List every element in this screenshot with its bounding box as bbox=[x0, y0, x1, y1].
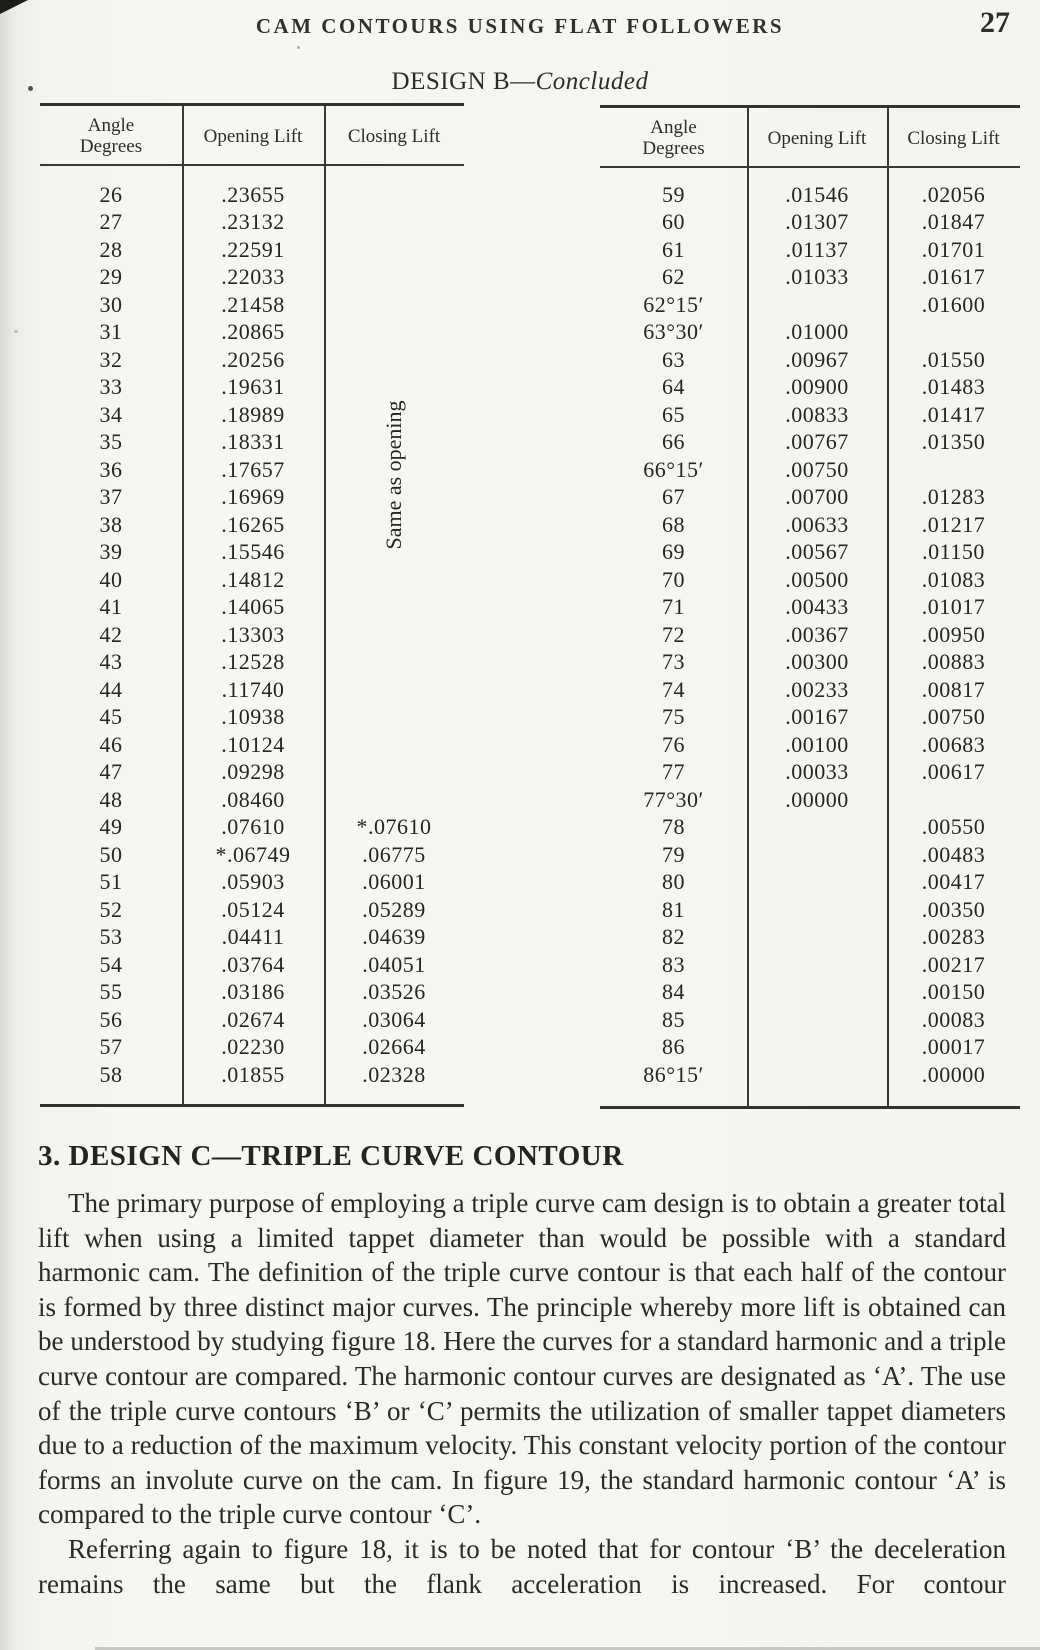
table-bottom-rule bbox=[40, 1104, 464, 1107]
header-opening-lift: Opening Lift bbox=[767, 127, 867, 149]
cell-closing: .00617 bbox=[921, 759, 986, 785]
cell-opening: .15546 bbox=[221, 539, 285, 565]
table-row bbox=[40, 896, 464, 924]
cell-opening: .14065 bbox=[221, 594, 285, 620]
table-body-left bbox=[40, 181, 464, 1089]
table-row bbox=[40, 649, 464, 677]
cell-closing: .00017 bbox=[921, 1034, 986, 1060]
cell-closing: .01483 bbox=[921, 374, 986, 400]
cell-angle: 64 bbox=[662, 374, 685, 400]
scan-speck bbox=[297, 46, 300, 49]
cell-angle: 46 bbox=[99, 731, 123, 757]
cell-angle: 45 bbox=[99, 704, 123, 730]
cell-closing: .01017 bbox=[921, 594, 986, 620]
table-title bbox=[0, 68, 1040, 96]
cell-angle: 70 bbox=[662, 566, 685, 592]
cell-opening: .00633 bbox=[785, 511, 849, 537]
cell-angle: 58 bbox=[99, 1061, 123, 1087]
table-row bbox=[600, 1061, 1020, 1089]
cell-closing: .06001 bbox=[362, 869, 426, 895]
table-row bbox=[40, 1006, 464, 1034]
cell-angle: 75 bbox=[662, 704, 685, 730]
cell-opening: .03186 bbox=[221, 979, 285, 1005]
cell-angle: 66°15′ bbox=[643, 456, 704, 482]
cell-opening: .00500 bbox=[785, 566, 849, 592]
header-angle-line2: Degrees bbox=[79, 136, 143, 157]
cell-angle: 81 bbox=[662, 896, 685, 922]
cell-opening: .00233 bbox=[785, 676, 849, 702]
cell-angle: 61 bbox=[662, 236, 685, 262]
cell-closing: .00083 bbox=[921, 1006, 986, 1032]
cell-angle: 34 bbox=[99, 401, 123, 427]
table-row bbox=[600, 319, 1020, 347]
table-row bbox=[40, 374, 464, 402]
cell-angle: 35 bbox=[99, 429, 123, 455]
cell-opening: .09298 bbox=[221, 759, 285, 785]
table-row bbox=[600, 841, 1020, 869]
header-angle-line1: Angle bbox=[650, 117, 697, 138]
table-top-rule bbox=[600, 105, 1020, 108]
cell-opening: .07610 bbox=[221, 814, 285, 840]
header-angle-line1: Angle bbox=[87, 115, 135, 136]
table-row bbox=[600, 869, 1020, 897]
cell-opening: .00967 bbox=[785, 346, 849, 372]
table-row bbox=[600, 484, 1020, 512]
table-row bbox=[40, 814, 464, 842]
cell-angle: 33 bbox=[99, 374, 123, 400]
running-header: CAM CONTOURS USING FLAT FOLLOWERS bbox=[255, 14, 785, 38]
cell-closing: .01217 bbox=[921, 511, 986, 537]
cell-angle: 86 bbox=[662, 1034, 685, 1060]
cell-closing: .00550 bbox=[921, 814, 986, 840]
cell-angle: 82 bbox=[662, 924, 685, 950]
cell-opening: .00833 bbox=[785, 401, 849, 427]
cell-closing: .00950 bbox=[921, 621, 986, 647]
cell-angle: 85 bbox=[662, 1006, 685, 1032]
table-row bbox=[40, 841, 464, 869]
header-underline-rule bbox=[600, 166, 1020, 168]
cell-opening: .00433 bbox=[785, 594, 849, 620]
cell-opening: .00167 bbox=[785, 704, 849, 730]
cell-closing: .03526 bbox=[362, 979, 426, 1005]
cell-opening: .00900 bbox=[785, 374, 849, 400]
table-row bbox=[600, 621, 1020, 649]
table-row bbox=[40, 566, 464, 594]
cell-closing: .00750 bbox=[921, 704, 986, 730]
cell-closing: .05289 bbox=[362, 896, 426, 922]
table-row bbox=[40, 621, 464, 649]
cell-angle: 41 bbox=[99, 594, 123, 620]
cell-angle: 74 bbox=[662, 676, 685, 702]
cell-closing: .01083 bbox=[921, 566, 986, 592]
cell-angle: 59 bbox=[662, 181, 685, 207]
cell-opening: .00367 bbox=[785, 621, 849, 647]
cell-angle: 77°30′ bbox=[643, 786, 704, 812]
cell-angle: 49 bbox=[99, 814, 123, 840]
cell-closing: .00483 bbox=[921, 841, 986, 867]
table-row bbox=[600, 209, 1020, 237]
header-closing-lift: Closing Lift bbox=[347, 125, 441, 147]
table-row bbox=[40, 209, 464, 237]
cell-opening: .04411 bbox=[221, 924, 285, 950]
cell-opening: .13303 bbox=[221, 621, 285, 647]
table-body-right bbox=[600, 181, 1020, 1089]
cell-opening: .01000 bbox=[785, 319, 849, 345]
table-row bbox=[600, 814, 1020, 842]
table-row bbox=[40, 869, 464, 897]
cell-opening: .00767 bbox=[785, 429, 849, 455]
cell-opening: .00100 bbox=[785, 731, 849, 757]
scan-artifact-corner-tear bbox=[0, 0, 28, 14]
cell-angle: 52 bbox=[99, 896, 123, 922]
cell-angle: 32 bbox=[99, 346, 123, 372]
cell-angle: 26 bbox=[99, 181, 123, 207]
table-row bbox=[600, 676, 1020, 704]
cell-angle: 55 bbox=[99, 979, 123, 1005]
cell-opening: .00700 bbox=[785, 484, 849, 510]
table-row bbox=[40, 951, 464, 979]
cell-angle: 63°30′ bbox=[643, 319, 704, 345]
cell-closing: .00817 bbox=[921, 676, 986, 702]
table-row bbox=[600, 1006, 1020, 1034]
cell-angle: 72 bbox=[662, 621, 685, 647]
cell-opening: .17657 bbox=[221, 456, 285, 482]
table-row bbox=[40, 594, 464, 622]
table-row bbox=[40, 236, 464, 264]
cell-opening: .20865 bbox=[221, 319, 285, 345]
cell-opening: .00750 bbox=[785, 456, 849, 482]
cell-closing: .01600 bbox=[921, 291, 986, 317]
table-row bbox=[600, 979, 1020, 1007]
table-row bbox=[40, 291, 464, 319]
table-row bbox=[600, 264, 1020, 292]
header-angle-line2: Degrees bbox=[642, 138, 705, 159]
cell-opening: .12528 bbox=[221, 649, 285, 675]
table-row bbox=[600, 429, 1020, 457]
cell-closing: .04051 bbox=[362, 951, 426, 977]
cell-closing: .01847 bbox=[921, 209, 986, 235]
cell-angle: 71 bbox=[662, 594, 685, 620]
paragraph: The primary purpose of employing a triple curve cam design is to obtain a greater total lift when using a limited tappet diameter than would be possible with a standard harmonic cam. The definition of the triple curve contour is that each half of the contour is formed by three distinct major curves. The principle whereby more lift is obtained can be understood by studying figure 18. Here the curves for a standard harmonic and a triple curve contour are compared. The harmonic contour curves are designated as ‘A’. The use of the triple curve contours ‘B’ or ‘C’ permits the utilization of smaller tappet diameters due to a reduction of the maximum velocity. This constant velocity portion of the contour forms an involute curve on the cam. In figure 19, the standard harmonic contour ‘A’ is compared to the triple curve contour ‘C’. bbox=[38, 1188, 1006, 1530]
table-row bbox=[600, 181, 1020, 209]
cell-angle: 62°15′ bbox=[643, 291, 704, 317]
cell-opening: .01033 bbox=[785, 264, 849, 290]
cell-closing: .01150 bbox=[922, 539, 985, 565]
cell-opening: *.06749 bbox=[215, 841, 291, 867]
table-row bbox=[600, 951, 1020, 979]
cell-closing: .00150 bbox=[921, 979, 986, 1005]
table-row bbox=[600, 291, 1020, 319]
cell-closing: .02056 bbox=[921, 181, 986, 207]
cell-angle: 79 bbox=[662, 841, 685, 867]
table-top-rule bbox=[40, 103, 464, 106]
table-row bbox=[600, 704, 1020, 732]
cell-closing: .01350 bbox=[921, 429, 986, 455]
cell-angle: 42 bbox=[99, 621, 123, 647]
cell-angle: 56 bbox=[99, 1006, 123, 1032]
table-row bbox=[600, 786, 1020, 814]
table-row bbox=[40, 181, 464, 209]
table-row bbox=[600, 236, 1020, 264]
cell-angle: 47 bbox=[99, 759, 123, 785]
cell-angle: 67 bbox=[662, 484, 685, 510]
cell-closing: .01617 bbox=[921, 264, 986, 290]
cell-opening: .01855 bbox=[221, 1061, 285, 1087]
table-row bbox=[600, 759, 1020, 787]
lift-table-right bbox=[600, 105, 1020, 1113]
paragraph: Referring again to figure 18, it is to be noted that for contour ‘B’ the deceleration remains the same but the flank acceleration is increased. For contour bbox=[38, 1533, 1006, 1599]
cell-angle: 83 bbox=[662, 951, 685, 977]
table-row bbox=[600, 456, 1020, 484]
cell-opening: .11740 bbox=[221, 676, 285, 702]
cell-closing: .00883 bbox=[921, 649, 986, 675]
cell-angle: 65 bbox=[662, 401, 685, 427]
cell-angle: 60 bbox=[662, 209, 685, 235]
cell-angle: 37 bbox=[99, 484, 123, 510]
cell-angle: 62 bbox=[662, 264, 685, 290]
cell-opening: .18331 bbox=[221, 429, 285, 455]
cell-angle: 54 bbox=[99, 951, 123, 977]
cell-closing: .01417 bbox=[921, 401, 986, 427]
cell-opening: .23655 bbox=[221, 181, 285, 207]
cell-closing: .00283 bbox=[921, 924, 986, 950]
table-title-main: DESIGN B— bbox=[391, 68, 536, 95]
table-row bbox=[40, 676, 464, 704]
cell-closing: .01550 bbox=[921, 346, 986, 372]
cell-angle: 66 bbox=[662, 429, 685, 455]
cell-opening: .16969 bbox=[221, 484, 285, 510]
header-closing-lift: Closing Lift bbox=[907, 127, 1000, 149]
cell-angle: 51 bbox=[99, 869, 123, 895]
table-bottom-rule bbox=[600, 1106, 1020, 1109]
table-row bbox=[40, 1061, 464, 1089]
table-title-status: Concluded bbox=[535, 68, 649, 95]
cell-angle: 57 bbox=[99, 1034, 123, 1060]
scan-speck bbox=[14, 330, 18, 333]
table-row bbox=[40, 924, 464, 952]
cell-opening: .00033 bbox=[785, 759, 849, 785]
section-heading: 3. DESIGN C—TRIPLE CURVE CONTOUR bbox=[38, 1140, 624, 1172]
table-row bbox=[600, 1034, 1020, 1062]
cell-angle: 27 bbox=[99, 209, 123, 235]
cell-angle: 53 bbox=[99, 924, 123, 950]
table-row bbox=[40, 731, 464, 759]
cell-opening: .01137 bbox=[785, 236, 849, 262]
cell-closing: .00350 bbox=[921, 896, 986, 922]
cell-angle: 48 bbox=[99, 786, 123, 812]
cell-opening: .00300 bbox=[785, 649, 849, 675]
cell-closing: .01701 bbox=[921, 236, 986, 262]
table-row bbox=[600, 896, 1020, 924]
cell-opening: .03764 bbox=[221, 951, 285, 977]
table-row bbox=[40, 704, 464, 732]
cell-angle: 29 bbox=[99, 264, 123, 290]
cell-closing: .00000 bbox=[921, 1061, 986, 1087]
cell-angle: 44 bbox=[99, 676, 123, 702]
cell-opening: .01546 bbox=[785, 181, 849, 207]
table-row bbox=[600, 539, 1020, 567]
cell-angle: 69 bbox=[662, 539, 685, 565]
cell-angle: 78 bbox=[662, 814, 685, 840]
table-row bbox=[40, 786, 464, 814]
cell-angle: 31 bbox=[99, 319, 123, 345]
cell-opening: .18989 bbox=[221, 401, 285, 427]
table-row bbox=[40, 264, 464, 292]
same-as-opening-note: Same as opening bbox=[381, 400, 406, 550]
table-row bbox=[40, 346, 464, 374]
cell-opening: .22033 bbox=[221, 264, 285, 290]
cell-opening: .14812 bbox=[221, 566, 285, 592]
cell-closing: .02664 bbox=[362, 1034, 426, 1060]
cell-angle: 80 bbox=[662, 869, 685, 895]
cell-opening: .19631 bbox=[221, 374, 285, 400]
cell-closing: .01283 bbox=[921, 484, 986, 510]
cell-opening: .00567 bbox=[785, 539, 849, 565]
cell-angle: 39 bbox=[99, 539, 123, 565]
table-row bbox=[600, 374, 1020, 402]
cell-opening: .20256 bbox=[221, 346, 285, 372]
table-header-row bbox=[600, 111, 1020, 165]
header-opening-lift: Opening Lift bbox=[203, 125, 303, 147]
cell-closing: .02328 bbox=[362, 1061, 426, 1087]
cell-opening: .21458 bbox=[221, 291, 285, 317]
cell-opening: .05124 bbox=[221, 896, 285, 922]
cell-closing: *.07610 bbox=[356, 814, 432, 840]
table-row bbox=[600, 924, 1020, 952]
cell-closing: .04639 bbox=[362, 924, 426, 950]
cell-opening: .08460 bbox=[221, 786, 285, 812]
cell-opening: .00000 bbox=[785, 786, 849, 812]
page-number: 27 bbox=[980, 6, 1010, 39]
cell-opening: .10124 bbox=[221, 731, 285, 757]
cell-opening: .22591 bbox=[221, 236, 285, 262]
cell-angle: 76 bbox=[662, 731, 685, 757]
cell-angle: 40 bbox=[99, 566, 123, 592]
cell-opening: .02230 bbox=[221, 1034, 285, 1060]
cell-closing: .00417 bbox=[921, 869, 986, 895]
cell-closing: .06775 bbox=[362, 841, 426, 867]
cell-angle: 63 bbox=[662, 346, 685, 372]
header-underline-rule bbox=[40, 164, 464, 166]
table-row bbox=[40, 979, 464, 1007]
cell-angle: 86°15′ bbox=[643, 1061, 704, 1087]
table-row bbox=[600, 649, 1020, 677]
table-row bbox=[600, 731, 1020, 759]
cell-opening: .01307 bbox=[785, 209, 849, 235]
cell-opening: .05903 bbox=[221, 869, 285, 895]
cell-opening: .23132 bbox=[221, 209, 285, 235]
cell-angle: 73 bbox=[662, 649, 685, 675]
header-angle-degrees bbox=[40, 109, 182, 163]
table-header-row bbox=[40, 109, 464, 163]
table-row bbox=[600, 594, 1020, 622]
cell-angle: 84 bbox=[662, 979, 685, 1005]
table-row bbox=[600, 511, 1020, 539]
table-row bbox=[40, 759, 464, 787]
table-row bbox=[40, 319, 464, 347]
cell-angle: 36 bbox=[99, 456, 123, 482]
cell-angle: 50 bbox=[99, 841, 123, 867]
cell-angle: 30 bbox=[99, 291, 123, 317]
cell-angle: 68 bbox=[662, 511, 685, 537]
header-angle-degrees bbox=[600, 111, 747, 165]
body-text bbox=[38, 1186, 1006, 1601]
cell-angle: 77 bbox=[662, 759, 685, 785]
cell-opening: .16265 bbox=[221, 511, 285, 537]
table-row bbox=[600, 401, 1020, 429]
lift-table-left bbox=[40, 103, 464, 1113]
cell-angle: 43 bbox=[99, 649, 123, 675]
cell-opening: .10938 bbox=[221, 704, 285, 730]
table-row bbox=[600, 566, 1020, 594]
cell-angle: 38 bbox=[99, 511, 123, 537]
cell-closing: .00683 bbox=[921, 731, 986, 757]
table-row bbox=[40, 1034, 464, 1062]
cell-opening: .02674 bbox=[221, 1006, 285, 1032]
cell-angle: 28 bbox=[99, 236, 123, 262]
cell-closing: .03064 bbox=[362, 1006, 426, 1032]
table-row bbox=[600, 346, 1020, 374]
cell-closing: .00217 bbox=[921, 951, 986, 977]
